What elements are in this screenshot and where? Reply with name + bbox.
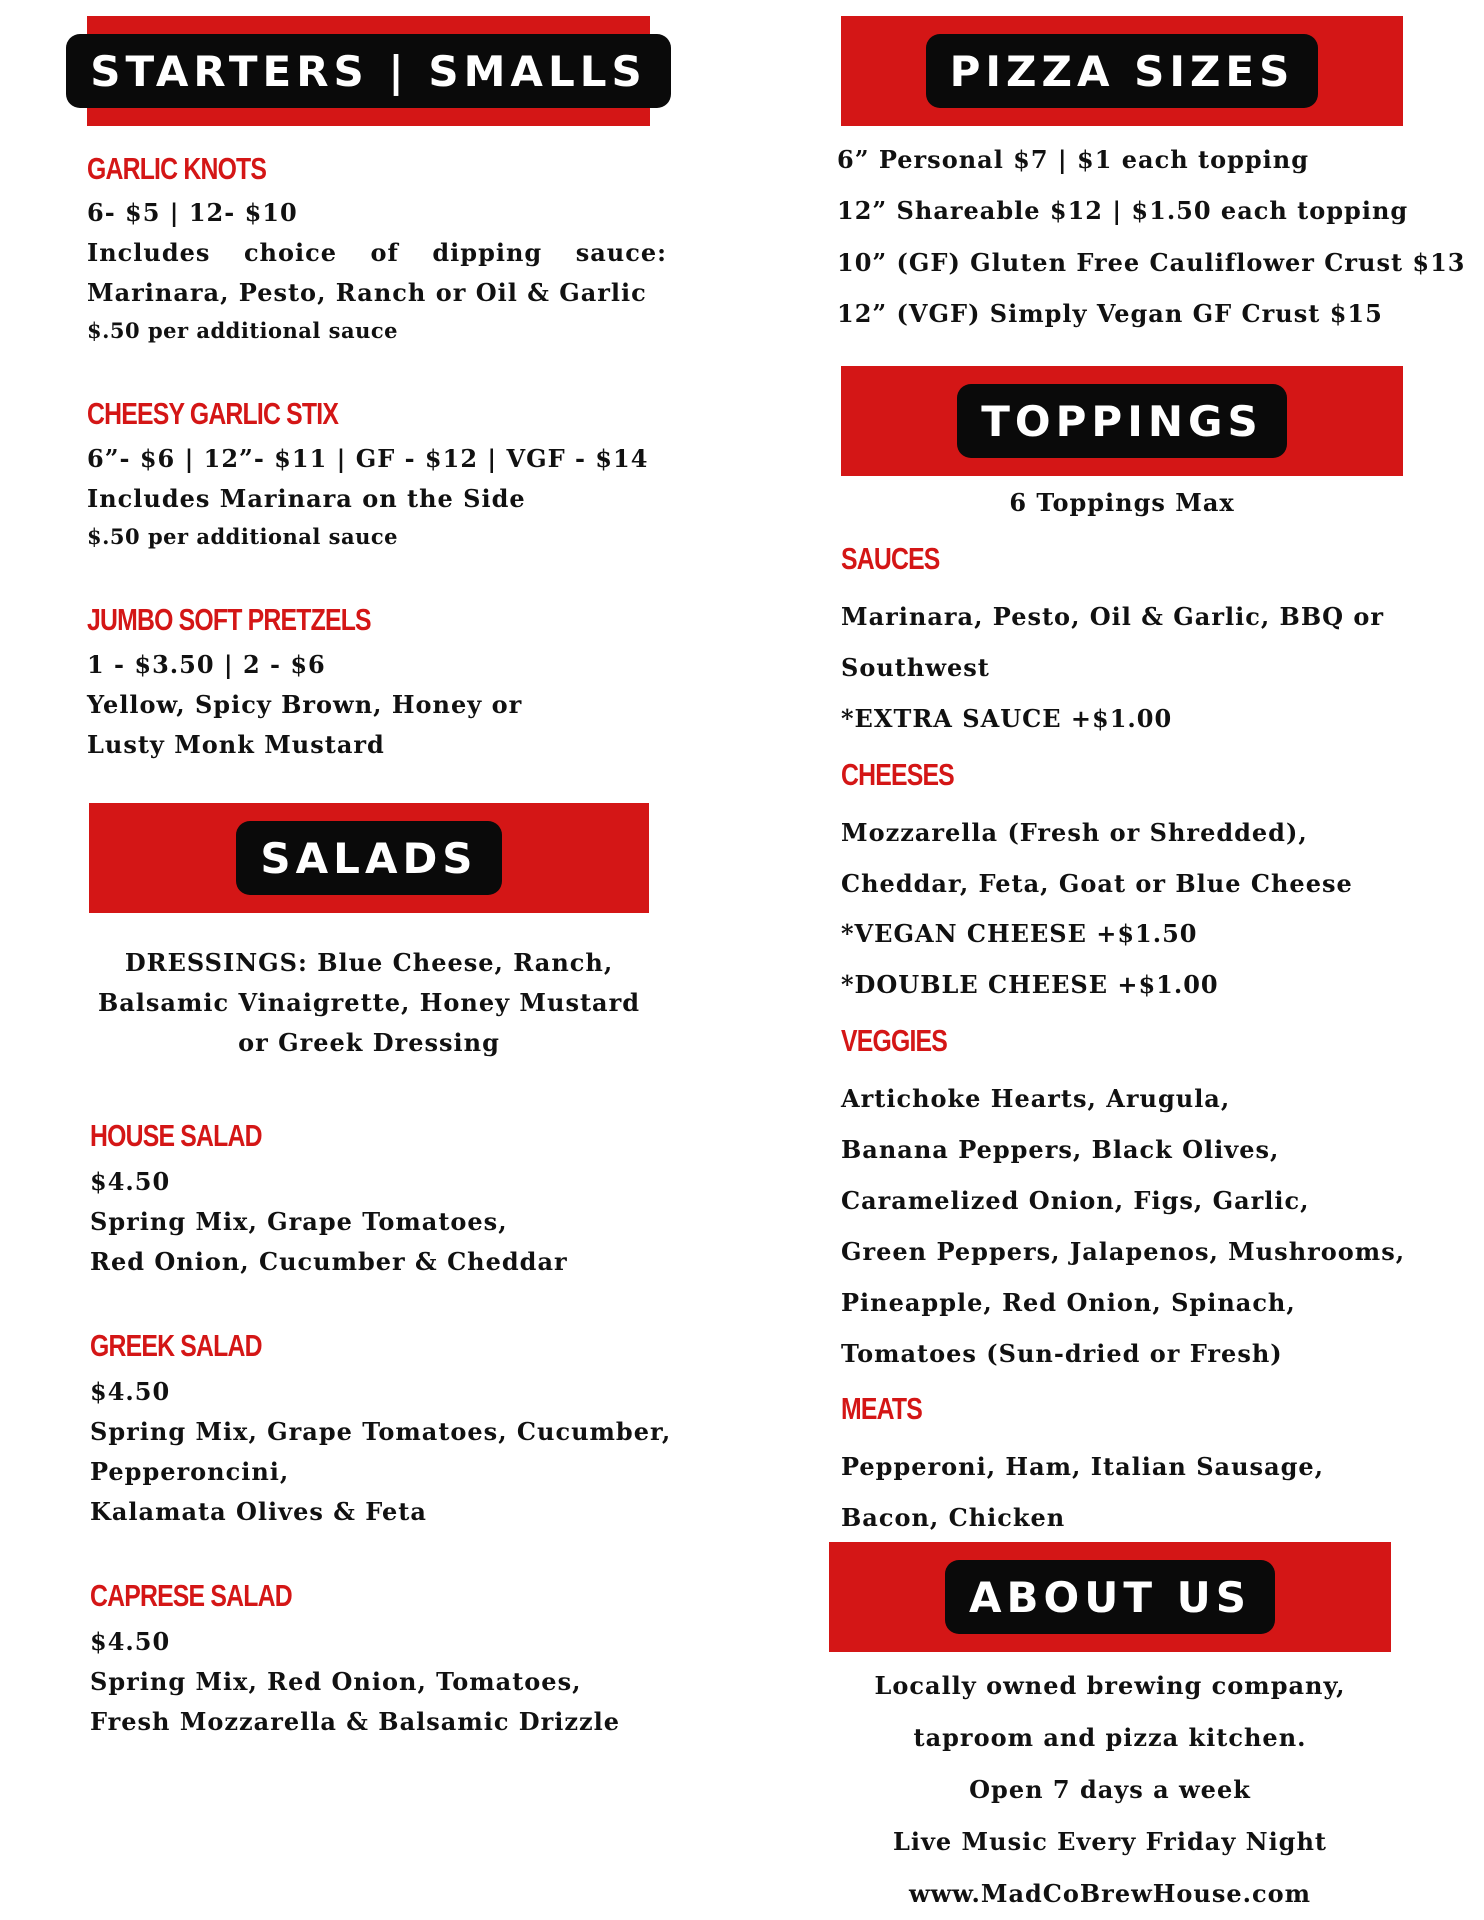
toppings-title: TOPPINGS	[957, 384, 1286, 458]
cheesy-stix-desc: Includes Marinara on the Side	[87, 484, 526, 513]
garlic-knots-desc-1	[87, 238, 667, 267]
veggies-line-4: Green Peppers, Jalapenos, Mushrooms,	[841, 1237, 1406, 1266]
pizza-sizes-title: PIZZA SIZES	[926, 34, 1319, 108]
house-salad-desc-1: Spring Mix, Grape Tomatoes,	[90, 1207, 508, 1236]
salads-banner	[89, 803, 649, 913]
cheeses-double: *DOUBLE CHEESE +$1.00	[841, 970, 1219, 999]
garlic-knots-desc-1-text: Includes choice of dipping sauce:	[87, 238, 667, 267]
pizza-size-vgf: 12” (VGF) Simply Vegan GF Crust $15	[837, 299, 1383, 328]
greek-salad-desc-3: Kalamata Olives & Feta	[90, 1497, 427, 1526]
garlic-knots-note: $.50 per additional sauce	[87, 318, 399, 343]
greek-salad-desc-1: Spring Mix, Grape Tomatoes, Cucumber,	[90, 1417, 672, 1446]
dressings-line-3: or Greek Dressing	[238, 1028, 500, 1057]
pretzels-desc-2: Lusty Monk Mustard	[87, 730, 385, 759]
garlic-knots-price: 6- $5 | 12- $10	[87, 198, 298, 227]
veggies-line-2: Banana Peppers, Black Olives,	[841, 1135, 1280, 1164]
sauces-heading: SAUCES	[841, 541, 940, 576]
house-salad-price: $4.50	[90, 1167, 171, 1196]
about-title: ABOUT US	[945, 1560, 1275, 1634]
sauces-line-2: Southwest	[841, 653, 990, 682]
veggies-line-1: Artichoke Hearts, Arugula,	[841, 1084, 1231, 1113]
about-line-2: taproom and pizza kitchen.	[913, 1723, 1307, 1752]
dressings-line-1: DRESSINGS: Blue Cheese, Ranch,	[124, 948, 614, 977]
caprese-salad-price: $4.50	[90, 1627, 171, 1656]
pretzels-price: 1 - $3.50 | 2 - $6	[87, 650, 326, 679]
caprese-salad-heading: CAPRESE SALAD	[90, 1578, 292, 1613]
caprese-salad-desc-2: Fresh Mozzarella & Balsamic Drizzle	[90, 1707, 621, 1736]
pizza-size-shareable: 12” Shareable $12 | $1.50 each topping	[837, 196, 1409, 225]
starters-title: STARTERS | SMALLS	[66, 34, 670, 108]
sauces-extra: *EXTRA SAUCE +$1.00	[841, 704, 1173, 733]
cheesy-stix-note: $.50 per additional sauce	[87, 524, 399, 549]
veggies-heading: VEGGIES	[841, 1023, 948, 1058]
cheeses-vegan: *VEGAN CHEESE +$1.50	[841, 919, 1198, 948]
cheeses-line-1: Mozzarella (Fresh or Shredded),	[841, 818, 1308, 847]
house-salad-desc-2: Red Onion, Cucumber & Cheddar	[90, 1247, 568, 1276]
about-banner	[829, 1542, 1391, 1652]
dressings-line-2: Balsamic Vinaigrette, Honey Mustard	[97, 988, 641, 1017]
meats-line-1: Pepperoni, Ham, Italian Sausage,	[841, 1452, 1325, 1481]
about-line-1: Locally owned brewing company,	[874, 1671, 1346, 1700]
cheesy-stix-heading: CHEESY GARLIC STIX	[87, 396, 339, 431]
veggies-line-3: Caramelized Onion, Figs, Garlic,	[841, 1186, 1310, 1215]
cheeses-line-2: Cheddar, Feta, Goat or Blue Cheese	[841, 869, 1353, 898]
garlic-knots-desc-2: Marinara, Pesto, Ranch or Oil & Garlic	[87, 278, 647, 307]
house-salad-heading: HOUSE SALAD	[90, 1118, 262, 1153]
caprese-salad-desc-1: Spring Mix, Red Onion, Tomatoes,	[90, 1667, 582, 1696]
greek-salad-heading: GREEK SALAD	[90, 1328, 262, 1363]
starters-banner	[87, 16, 650, 126]
greek-salad-price: $4.50	[90, 1377, 171, 1406]
cheeses-heading: CHEESES	[841, 757, 954, 792]
toppings-banner	[841, 366, 1403, 476]
about-website-link[interactable]: www.MadCoBrewHouse.com	[908, 1879, 1312, 1908]
veggies-line-6: Tomatoes (Sun-dried or Fresh)	[841, 1339, 1283, 1368]
pizza-sizes-banner	[841, 16, 1403, 126]
garlic-knots-heading: GARLIC KNOTS	[87, 151, 267, 186]
about-line-4: Live Music Every Friday Night	[892, 1827, 1327, 1856]
pizza-size-personal: 6” Personal $7 | $1 each topping	[837, 145, 1310, 174]
sauces-line-1: Marinara, Pesto, Oil & Garlic, BBQ or	[841, 602, 1385, 631]
cheesy-stix-price: 6”- $6 | 12”- $11 | GF - $12 | VGF - $14	[87, 444, 649, 473]
pizza-size-gf: 10” (GF) Gluten Free Cauliflower Crust $13	[837, 248, 1466, 277]
meats-line-2: Bacon, Chicken	[841, 1503, 1066, 1532]
pretzels-desc-1: Yellow, Spicy Brown, Honey or	[87, 690, 523, 719]
salads-title: SALADS	[236, 821, 501, 895]
toppings-max: 6 Toppings Max	[1009, 488, 1235, 517]
about-line-3: Open 7 days a week	[969, 1775, 1251, 1804]
veggies-line-5: Pineapple, Red Onion, Spinach,	[841, 1288, 1296, 1317]
meats-heading: MEATS	[841, 1391, 922, 1426]
greek-salad-desc-2: Pepperoncini,	[90, 1457, 290, 1486]
pretzels-heading: JUMBO SOFT PRETZELS	[87, 602, 371, 637]
